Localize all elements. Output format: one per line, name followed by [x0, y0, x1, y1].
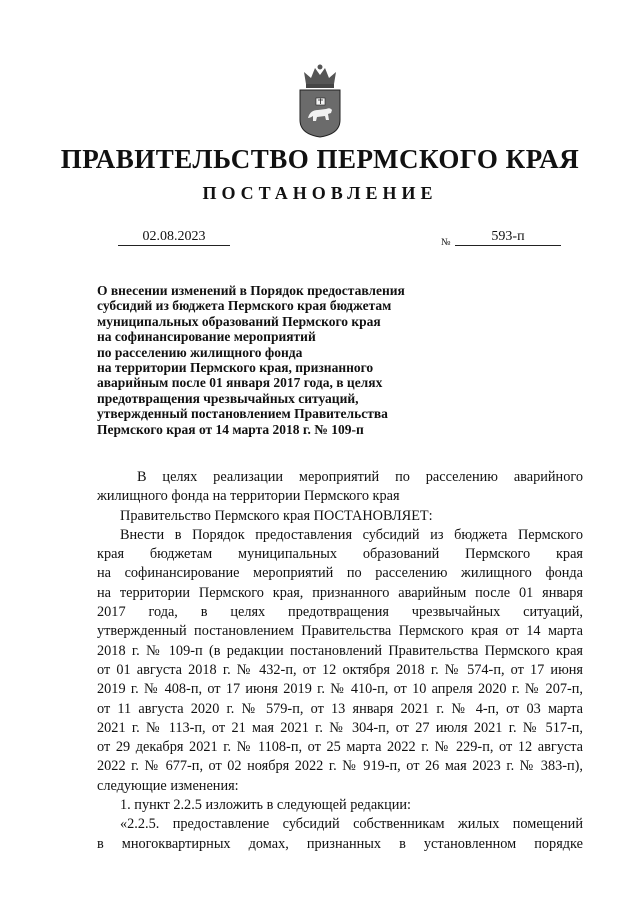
document-body: [97, 468, 583, 854]
body-line: от 01 августа 2018 г. № 432-п, от 12 октября 2018 г. № 574-п, от 17 июня: [97, 661, 583, 678]
body-line: Правительство Пермского края ПОСТАНОВЛЯЕТ:: [120, 507, 433, 524]
body-line: 1. пункт 2.2.5 изложить в следующей редакции:: [120, 797, 412, 814]
document-type: ПОСТАНОВЛЕНИЕ: [202, 183, 438, 203]
subject-line: субсидий из бюджета Пермского края бюджетам: [97, 298, 392, 314]
body-line: «2.2.5. предоставление субсидий собственникам жилых помещений: [120, 816, 583, 833]
body-line: 2017 года, в целях предотвращения чрезвычайных ситуаций,: [97, 604, 583, 621]
document-date: 02.08.2023: [118, 229, 230, 246]
subject-line: утвержденный постановлением Правительства: [97, 406, 388, 422]
body-line: в многоквартирных домах, признанных в установленном порядке: [97, 835, 583, 852]
body-line: 2022 г. № 677-п, от 02 ноября 2022 г. № 919-п, от 26 мая 2023 г. № 383-п),: [97, 758, 583, 775]
subject-line: О внесении изменений в Порядок предоставления: [97, 283, 405, 298]
subject-line: аварийным после 01 января 2017 года, в целях: [97, 375, 383, 391]
subject-line: предотвращения чрезвычайных ситуаций,: [97, 390, 359, 406]
subject-line: на территории Пермского края, признанного: [97, 360, 374, 376]
body-line: жилищного фонда на территории Пермского края: [97, 488, 400, 505]
body-line: от 29 декабря 2021 г. № 1108-п, от 25 марта 2022 г. № 229-п, от 12 августа: [97, 739, 583, 756]
subject-line: на софинансирование мероприятий: [97, 329, 316, 345]
document-number: 593-п: [455, 229, 561, 246]
subject-line: по расселению жилищного фонда: [97, 344, 303, 360]
perm-krai-coat-of-arms-icon: [296, 62, 344, 138]
number-label: №: [441, 237, 451, 248]
body-line: следующие изменения:: [97, 777, 239, 794]
body-line: на территории Пермского края, признанного аварийным после 01 января: [97, 584, 583, 601]
subject-line: Пермского края от 14 марта 2018 г. № 109-п: [97, 421, 364, 437]
body-line: В целях реализации мероприятий по расселению аварийного: [137, 469, 583, 485]
body-line: утвержденный постановлением Правительства Пермского края от 14 марта: [97, 623, 583, 640]
body-line: на софинансирование мероприятий по расселению жилищного фонда: [97, 565, 583, 582]
body-line: от 11 августа 2020 г. № 579-п, от 13 января 2021 г. № 4-п, от 03 марта: [97, 700, 583, 717]
government-title: ПРАВИТЕЛЬСТВО ПЕРМСКОГО КРАЯ: [60, 144, 580, 174]
body-line: 2018 г. № 109-п (в редакции постановлений Правительства Пермского края: [97, 642, 583, 659]
document-subject: [97, 283, 457, 437]
body-line: края бюджетам муниципальных образований Пермского края: [97, 546, 583, 563]
body-line: 2019 г. № 408-п, от 17 июня 2019 г. № 410-п, от 10 апреля 2020 г. № 207-п,: [97, 681, 583, 698]
body-line: Внести в Порядок предоставления субсидий из бюджета Пермского: [120, 526, 583, 543]
subject-line: муниципальных образований Пермского края: [97, 313, 381, 329]
body-line: 2021 г. № 113-п, от 21 мая 2021 г. № 304-п, от 27 июля 2021 г. № 517-п,: [97, 719, 583, 736]
